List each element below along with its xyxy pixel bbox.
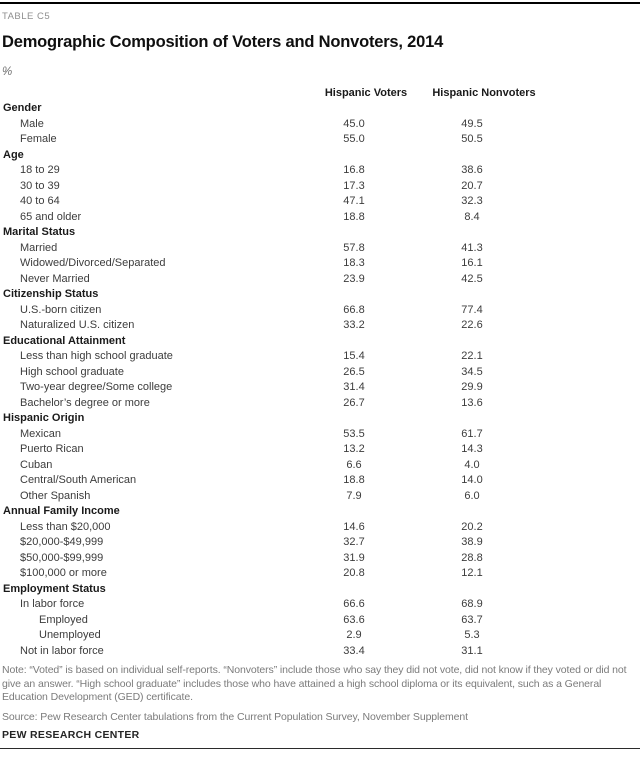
nonvoters-value: 38.9 bbox=[461, 536, 483, 549]
row-label: Female bbox=[20, 133, 57, 146]
nonvoters-value: 22.1 bbox=[461, 350, 483, 363]
top-rule bbox=[0, 2, 640, 4]
brand-wordmark: PEW RESEARCH CENTER bbox=[2, 728, 140, 741]
section-header-row bbox=[2, 287, 638, 303]
table-row bbox=[2, 427, 638, 443]
row-label: High school graduate bbox=[20, 365, 124, 378]
nonvoters-value: 34.5 bbox=[461, 365, 483, 378]
voters-value: 20.8 bbox=[343, 567, 365, 580]
table-row bbox=[2, 303, 638, 319]
nonvoters-value: 32.3 bbox=[461, 195, 483, 208]
voters-value: 47.1 bbox=[343, 195, 365, 208]
section-header: Employment Status bbox=[3, 582, 106, 595]
section-header-row bbox=[2, 504, 638, 520]
table-row bbox=[2, 396, 638, 412]
row-label: U.S.-born citizen bbox=[20, 303, 102, 316]
table-row bbox=[2, 349, 638, 365]
voters-value: 18.8 bbox=[343, 474, 365, 487]
row-label: Central/South American bbox=[20, 474, 137, 487]
nonvoters-value: 68.9 bbox=[461, 598, 483, 611]
section-header: Annual Family Income bbox=[3, 505, 120, 518]
nonvoters-value: 12.1 bbox=[461, 567, 483, 580]
row-label: Married bbox=[20, 241, 58, 254]
row-label: Not in labor force bbox=[20, 644, 104, 657]
table-body bbox=[2, 101, 638, 659]
row-label: Cuban bbox=[20, 458, 53, 471]
row-label: Less than high school graduate bbox=[20, 350, 173, 363]
section-header-row bbox=[2, 411, 638, 427]
table-row bbox=[2, 628, 638, 644]
row-label: $100,000 or more bbox=[20, 567, 107, 580]
nonvoters-value: 31.1 bbox=[461, 644, 483, 657]
section-header-row bbox=[2, 148, 638, 164]
nonvoters-value: 14.3 bbox=[461, 443, 483, 456]
unit-label: % bbox=[2, 66, 13, 78]
voters-value: 31.9 bbox=[343, 551, 365, 564]
row-label: Less than $20,000 bbox=[20, 520, 111, 533]
section-header: Age bbox=[3, 148, 24, 161]
nonvoters-value: 50.5 bbox=[461, 133, 483, 146]
nonvoters-value: 49.5 bbox=[461, 117, 483, 130]
nonvoters-value: 41.3 bbox=[461, 241, 483, 254]
table-row bbox=[2, 551, 638, 567]
table-row bbox=[2, 365, 638, 381]
section-header-row bbox=[2, 334, 638, 350]
row-label: 65 and older bbox=[20, 210, 82, 223]
row-label: Other Spanish bbox=[20, 489, 91, 502]
nonvoters-value: 63.7 bbox=[461, 613, 483, 626]
row-label: 30 to 39 bbox=[20, 179, 60, 192]
table-row bbox=[2, 132, 638, 148]
nonvoters-value: 16.1 bbox=[461, 257, 483, 270]
table-row bbox=[2, 644, 638, 660]
nonvoters-value: 61.7 bbox=[461, 427, 483, 440]
nonvoters-value: 20.7 bbox=[461, 179, 483, 192]
voters-value: 45.0 bbox=[343, 117, 365, 130]
section-header: Gender bbox=[3, 102, 42, 115]
voters-value: 15.4 bbox=[343, 350, 365, 363]
voters-value: 66.6 bbox=[343, 598, 365, 611]
table-row bbox=[2, 179, 638, 195]
row-label: $20,000-$49,999 bbox=[20, 536, 104, 549]
row-label: Two-year degree/Some college bbox=[20, 381, 173, 394]
row-label: Never Married bbox=[20, 272, 90, 285]
voters-value: 57.8 bbox=[343, 241, 365, 254]
voters-value: 2.9 bbox=[346, 629, 362, 642]
nonvoters-value: 29.9 bbox=[461, 381, 483, 394]
source-text: Source: Pew Research Center tabulations from the Current Population Survey, November Supplement bbox=[2, 710, 468, 723]
section-header: Educational Attainment bbox=[3, 334, 126, 347]
section-header: Citizenship Status bbox=[3, 288, 99, 301]
table-row bbox=[2, 194, 638, 210]
section-header-row bbox=[2, 225, 638, 241]
table-row bbox=[2, 458, 638, 474]
voters-value: 33.2 bbox=[343, 319, 365, 332]
nonvoters-value: 22.6 bbox=[461, 319, 483, 332]
voters-value: 18.3 bbox=[343, 257, 365, 270]
voters-value: 6.6 bbox=[346, 458, 362, 471]
nonvoters-value: 42.5 bbox=[461, 272, 483, 285]
voters-value: 33.4 bbox=[343, 644, 365, 657]
nonvoters-value: 6.0 bbox=[464, 489, 480, 502]
row-label: 40 to 64 bbox=[20, 195, 60, 208]
table-row bbox=[2, 489, 638, 505]
voters-value: 26.7 bbox=[343, 396, 365, 409]
section-header-row bbox=[2, 101, 638, 117]
row-label: Mexican bbox=[20, 427, 61, 440]
table-row bbox=[2, 597, 638, 613]
nonvoters-value: 14.0 bbox=[461, 474, 483, 487]
table-row bbox=[2, 256, 638, 272]
voters-value: 63.6 bbox=[343, 613, 365, 626]
row-label: $50,000-$99,999 bbox=[20, 551, 104, 564]
note-text: Note: “Voted” is based on individual self-reports. “Nonvoters” include those who say they did not vote, did not know if they voted or did not give an answer. “High school graduate” includes those who have attained a high school diploma or its equivalent, such as a General Education Development (GED) certificate. bbox=[2, 664, 627, 703]
row-label: In labor force bbox=[20, 598, 85, 611]
nonvoters-value: 4.0 bbox=[464, 458, 480, 471]
row-label: Widowed/Divorced/Separated bbox=[20, 257, 166, 270]
table-row bbox=[2, 520, 638, 536]
table-row bbox=[2, 442, 638, 458]
voters-value: 13.2 bbox=[343, 443, 365, 456]
column-header-row bbox=[2, 86, 638, 100]
table-row bbox=[2, 210, 638, 226]
table-row bbox=[2, 163, 638, 179]
voters-value: 7.9 bbox=[346, 489, 362, 502]
voters-value: 17.3 bbox=[343, 179, 365, 192]
section-header: Hispanic Origin bbox=[3, 412, 85, 425]
voters-value: 31.4 bbox=[343, 381, 365, 394]
voters-value: 14.6 bbox=[343, 520, 365, 533]
table-row bbox=[2, 380, 638, 396]
table-row bbox=[2, 566, 638, 582]
table-row bbox=[2, 318, 638, 334]
table-row bbox=[2, 272, 638, 288]
row-label: Unemployed bbox=[39, 629, 101, 642]
nonvoters-value: 8.4 bbox=[464, 210, 480, 223]
section-header-row bbox=[2, 582, 638, 598]
nonvoters-value: 20.2 bbox=[461, 520, 483, 533]
row-label: Puerto Rican bbox=[20, 443, 84, 456]
voters-value: 18.8 bbox=[343, 210, 365, 223]
voters-value: 16.8 bbox=[343, 164, 365, 177]
row-label: Naturalized U.S. citizen bbox=[20, 319, 135, 332]
page-title: Demographic Composition of Voters and Nonvoters, 2014 bbox=[2, 33, 444, 51]
nonvoters-value: 38.6 bbox=[461, 164, 483, 177]
column-header-voters: Hispanic Voters bbox=[324, 86, 408, 99]
voters-value: 26.5 bbox=[343, 365, 365, 378]
nonvoters-value: 77.4 bbox=[461, 303, 483, 316]
row-label: Employed bbox=[39, 613, 88, 626]
voters-value: 23.9 bbox=[343, 272, 365, 285]
table-row bbox=[2, 241, 638, 257]
row-label: 18 to 29 bbox=[20, 164, 60, 177]
nonvoters-value: 13.6 bbox=[461, 396, 483, 409]
demographics-table bbox=[2, 86, 638, 659]
voters-value: 53.5 bbox=[343, 427, 365, 440]
table-number-label: TABLE C5 bbox=[2, 11, 51, 22]
table-row bbox=[2, 613, 638, 629]
column-header-nonvoters: Hispanic Nonvoters bbox=[432, 86, 536, 99]
table-row bbox=[2, 473, 638, 489]
voters-value: 66.8 bbox=[343, 303, 365, 316]
table-row bbox=[2, 535, 638, 551]
nonvoters-value: 28.8 bbox=[461, 551, 483, 564]
row-label: Male bbox=[20, 117, 44, 130]
voters-value: 55.0 bbox=[343, 133, 365, 146]
table-row bbox=[2, 117, 638, 133]
row-label: Bachelor’s degree or more bbox=[20, 396, 150, 409]
nonvoters-value: 5.3 bbox=[464, 629, 480, 642]
voters-value: 32.7 bbox=[343, 536, 365, 549]
section-header: Marital Status bbox=[3, 226, 76, 239]
bottom-rule bbox=[0, 748, 640, 749]
